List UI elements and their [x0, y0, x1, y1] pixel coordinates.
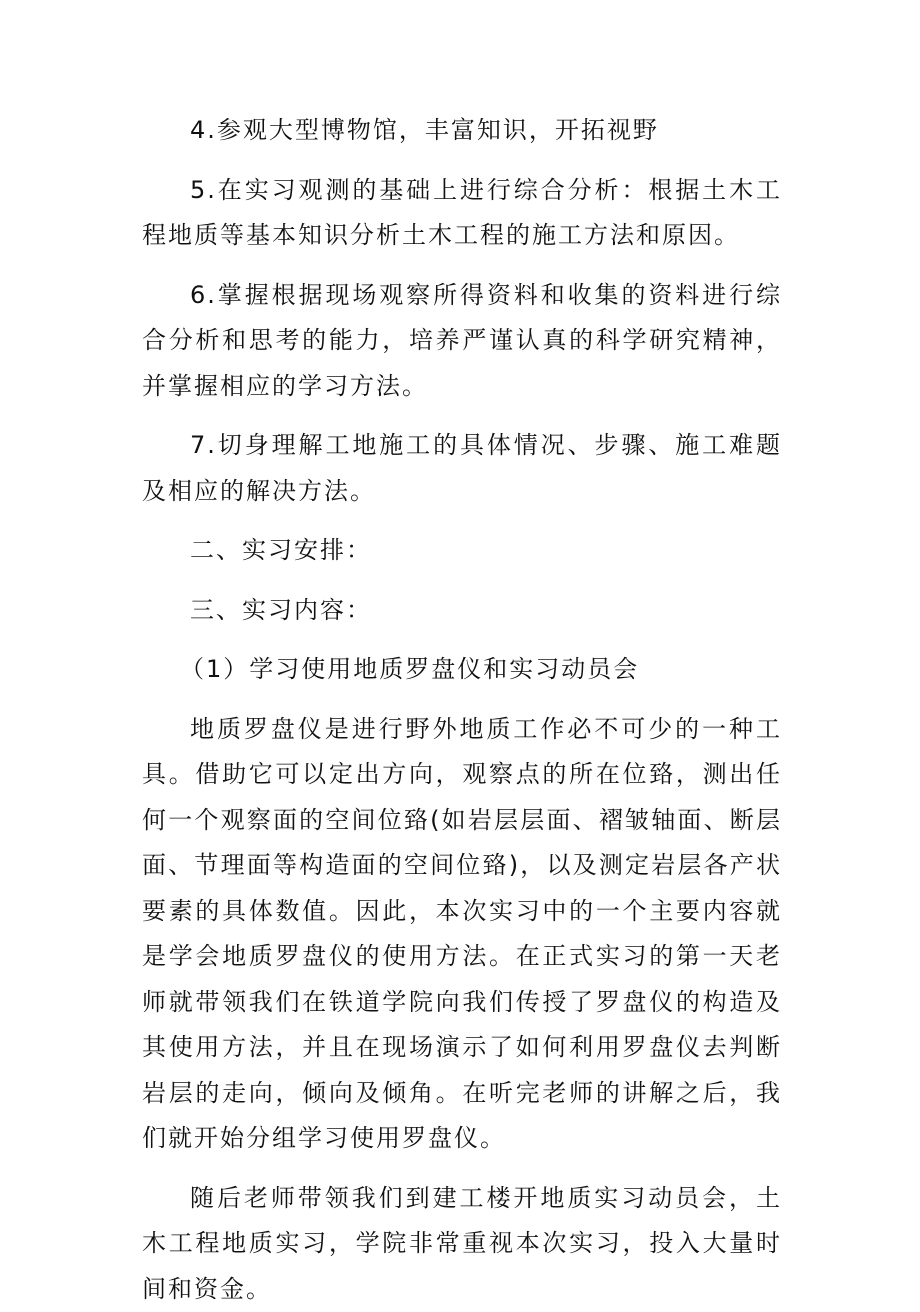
paragraph-compass: 地质罗盘仪是进行野外地质工作必不可少的一种工具。借助它可以定出方向，观察点的所在位臵，测出任何一个观察面的空间位臵(如岩层层面、褶皱轴面、断层面、节理面等构造面的空间位臵)，以及测定岩层各产状要素的具体数值。因此，本次实习中的一个主要内容就是学会地质罗盘仪的使用方法。在正式实习的第一天老师就带领我们在铁道学院向我们传授了罗盘仪的构造及其使用方法，并且在现场演示了如何利用罗盘仪去判断岩层的走向，倾向及倾角。在听完老师的讲解之后，我们就开始分组学习使用罗盘仪。	[142, 707, 782, 1162]
section-heading-arrangement: 二、实习安排：	[142, 528, 782, 574]
section-heading-content: 三、实习内容：	[142, 588, 782, 634]
paragraph-objective-6: 6.掌握根据现场观察所得资料和收集的资料进行综合分析和思考的能力，培养严谨认真的科学研究精神，并掌握相应的学习方法。	[142, 273, 782, 410]
paragraph-objective-4: 4.参观大型博物馆，丰富知识，开拓视野	[142, 108, 782, 154]
paragraph-objective-5: 5.在实习观测的基础上进行综合分析：根据土木工程地质等基本知识分析土木工程的施工方法和原因。	[142, 168, 782, 259]
document-body	[142, 108, 782, 1312]
paragraph-objective-7: 7.切身理解工地施工的具体情况、步骤、施工难题及相应的解决方法。	[142, 423, 782, 514]
subsection-heading-1: （1）学习使用地质罗盘仪和实习动员会	[142, 647, 782, 693]
paragraph-mobilization: 随后老师带领我们到建工楼开地质实习动员会，土木工程地质实习，学院非常重视本次实习，投入大量时间和资金。	[142, 1176, 782, 1312]
